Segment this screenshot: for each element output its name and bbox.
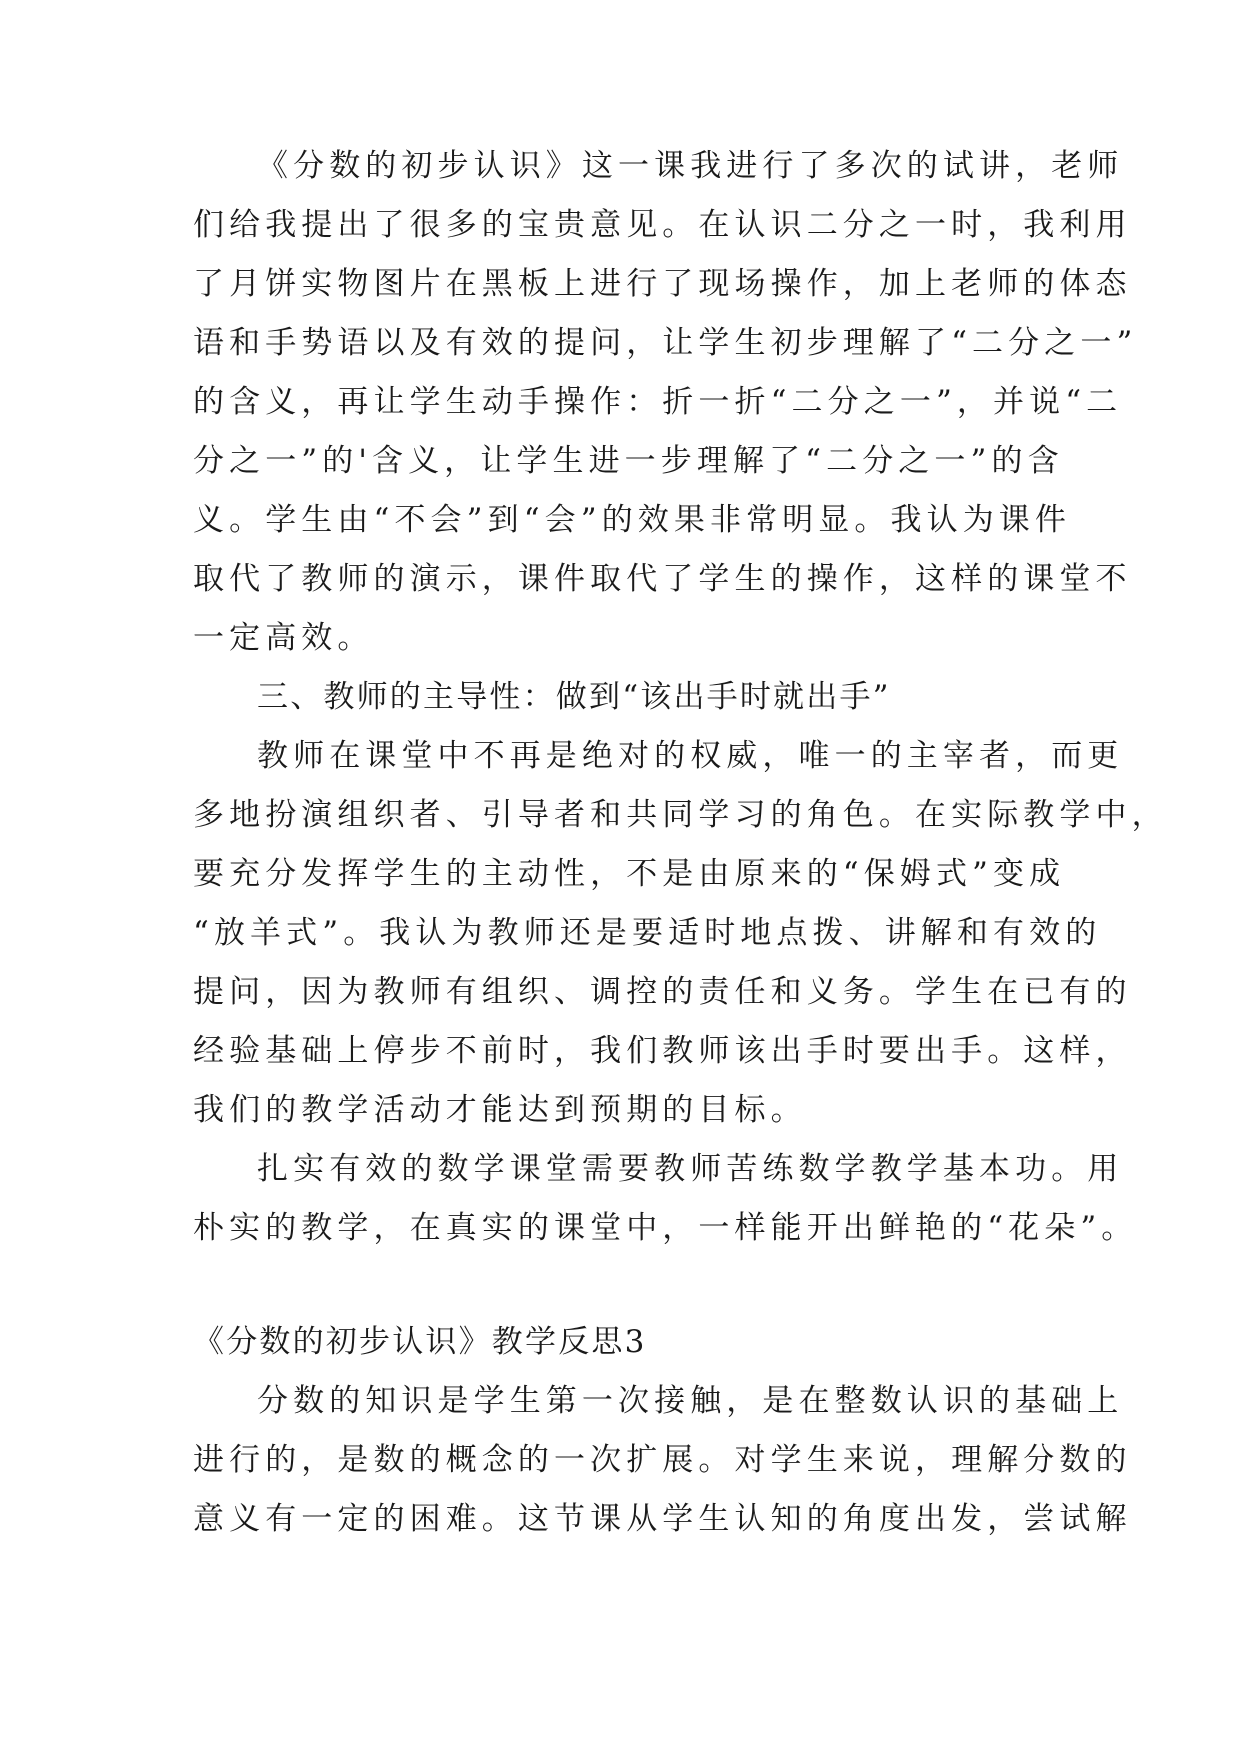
paragraph-line: 朴实的教学，在真实的课堂中，一样能开出鲜艳的“花朵”。 — [193, 1210, 1138, 1246]
paragraph-line: 扎实有效的数学课堂需要教师苦练数学教学基本功。用 — [257, 1151, 1124, 1187]
paragraph-line: 语和手势语以及有效的提问，让学生初步理解了“二分之一” — [193, 325, 1138, 361]
paragraph-line: 了月饼实物图片在黑板上进行了现场操作，加上老师的体态 — [193, 266, 1132, 302]
paragraph-line: 提问，因为教师有组织、调控的责任和义务。学生在已有的 — [193, 974, 1132, 1010]
paragraph-line: 要充分发挥学生的主动性，不是由原来的“保姆式”变成 — [193, 856, 1066, 892]
paragraph-line: 分之一”的'含义，让学生进一步理解了“二分之一”的含 — [193, 443, 1064, 479]
paragraph-line: 经验基础上停步不前时，我们教师该出手时要出手。这样， — [193, 1033, 1132, 1069]
paragraph-line: 一定高效。 — [193, 620, 374, 656]
paragraph-line: “放羊式”。我认为教师还是要适时地点拨、讲解和有效的 — [193, 915, 1102, 951]
section-title: 《分数的初步认识》教学反思3 — [193, 1324, 647, 1360]
paragraph-line: 们给我提出了很多的宝贵意见。在认识二分之一时，我利用 — [193, 207, 1132, 243]
paragraph-line: 义。学生由“不会”到“会”的效果非常明显。我认为课件 — [193, 502, 1071, 538]
paragraph-line: 《分数的初步认识》这一课我进行了多次的试讲，老师 — [257, 148, 1124, 184]
paragraph-line: 的含义，再让学生动手操作：折一折“二分之一”，并说“二 — [193, 384, 1123, 420]
section-subheading: 三、教师的主导性：做到“该出手时就出手” — [257, 679, 891, 715]
paragraph-line: 进行的，是数的概念的一次扩展。对学生来说，理解分数的 — [193, 1442, 1132, 1478]
paragraph-line: 分数的知识是学生第一次接触，是在整数认识的基础上 — [257, 1383, 1124, 1419]
paragraph-line: 取代了教师的演示，课件取代了学生的操作，这样的课堂不 — [193, 561, 1132, 597]
paragraph-line: 教师在课堂中不再是绝对的权威，唯一的主宰者，而更 — [257, 738, 1124, 774]
paragraph-line: 我们的教学活动才能达到预期的目标。 — [193, 1092, 807, 1128]
paragraph-line: 多地扮演组织者、引导者和共同学习的角色。在实际教学中， — [193, 797, 1168, 833]
paragraph-line: 意义有一定的困难。这节课从学生认知的角度出发，尝试解 — [193, 1501, 1132, 1537]
